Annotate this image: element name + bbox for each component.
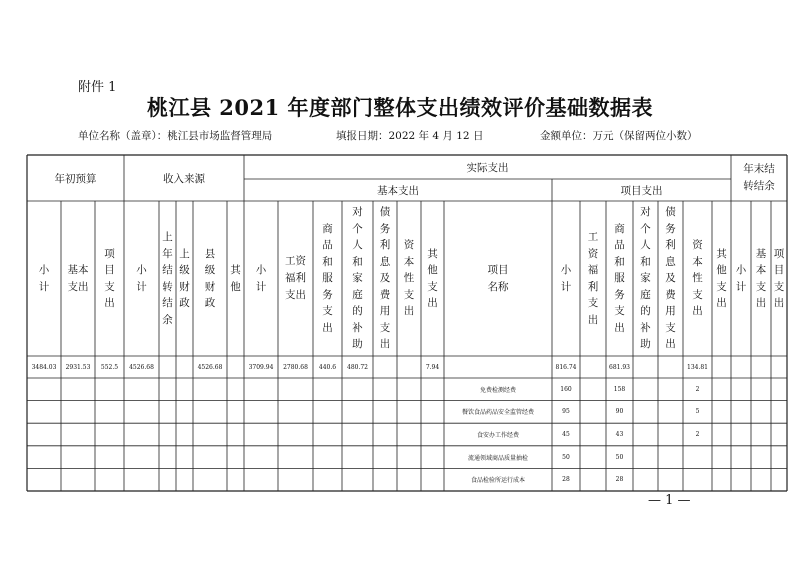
header-initial-budget [27,155,124,201]
project-row-4-name [444,446,552,469]
column-header-basic-capital-text: 资本性支出 [403,239,415,318]
project-row-3-goods-text: 43 [615,430,624,438]
totals-project-subtotal-text: 816.74 [555,363,577,371]
column-header-project-subtotal [552,201,580,356]
totals-basic-wages [278,356,313,378]
project-row-3-subtotal [552,423,580,446]
column-header-project-wages [580,201,606,356]
totals-budget-project [95,356,124,378]
project-row-3-name-text: 食安办工作经费 [476,431,519,439]
project-row-4-subtotal-text: 50 [562,453,570,461]
column-header-income-prev-year-text: 上年结转结余 [162,231,173,326]
totals-project-goods-text: 681.93 [609,363,630,371]
column-header-income-other [227,201,244,356]
project-row-2-capital [683,401,712,424]
column-header-project-debt [658,201,683,356]
header-income-source [124,155,244,201]
totals-basic-personal [342,356,373,378]
project-row-5-subtotal-text: 28 [562,476,570,484]
project-row-3-capital-text: 2 [695,430,700,438]
project-row-2-name-text: 餐饮食品药品安全监管经费 [461,409,534,417]
column-header-budget-project-text: 项目支出 [104,247,115,309]
column-header-balance-basic [751,201,771,356]
column-header-income-subtotal [124,201,159,356]
column-header-balance-project-text: 项目支出 [773,247,785,309]
project-row-3-goods [606,423,633,446]
project-row-2-goods [606,401,633,424]
header-year-end-balance [731,155,787,201]
column-header-project-capital-text: 资本性支出 [692,239,703,318]
column-header-income-other-text: 其他 [230,264,241,293]
totals-project-capital [683,356,712,378]
header-actual-expense-text: 实际支出 [466,161,509,174]
column-header-income-county-finance [193,201,227,356]
unit-name: 单位名称（盖章）：桃江县市场监督管理局 [78,130,273,142]
project-row-1-capital [683,378,712,401]
project-row-4-name-text: 流通领域商品质量抽检 [467,454,528,462]
totals-basic-goods [313,356,342,378]
totals-budget-subtotal-text: 3484.03 [31,363,57,371]
column-header-budget-basic [61,201,95,356]
column-header-project-personal-text: 对个人和家庭的补助 [640,206,651,351]
totals-budget-basic [61,356,95,378]
attachment-label: 附件 1 [78,80,117,95]
totals-project-capital-text: 134.81 [687,363,708,371]
column-header-basic-goods-text: 商品和服务支出 [322,222,333,334]
column-header-income-upper-finance-text: 上级财政 [179,247,190,309]
project-row-1-name-text: 免费检测经费 [479,386,516,394]
header-basic-expense-text: 基本支出 [377,184,419,197]
totals-income-subtotal [124,356,159,378]
column-header-basic-subtotal [244,201,278,356]
totals-basic-subtotal-text: 3709.94 [248,363,274,371]
column-header-balance-project [771,201,787,356]
project-row-1-subtotal-text: 160 [560,385,572,393]
totals-income-county-finance [193,356,227,378]
column-header-balance-subtotal [731,201,751,356]
project-row-5-goods [606,468,633,491]
totals-budget-subtotal [27,356,61,378]
project-row-2-subtotal [552,401,580,424]
project-row-4-goods-text: 50 [615,453,624,461]
column-header-budget-project [95,201,124,356]
project-row-1-name [444,378,552,401]
fill-date: 填报日期：2022 年 4 月 12 日 [336,130,484,142]
project-row-5-subtotal [552,468,580,491]
totals-basic-other [421,356,444,378]
project-row-4-goods [606,446,633,469]
column-header-project-wages-text: 工资福利支出 [587,231,599,326]
column-header-basic-capital [397,201,421,356]
project-row-5-name-text: 食品检验所运行成本 [470,477,525,485]
header-income-source-text: 收入来源 [163,172,205,185]
currency-note: 金额单位：万元（保留两位小数） [540,130,698,142]
column-header-project-personal [633,201,658,356]
project-row-2-goods-text: 90 [615,408,624,416]
column-header-balance-subtotal-text: 小计 [735,264,747,293]
project-row-4-subtotal [552,446,580,469]
column-header-project-other [712,201,731,356]
column-header-basic-wages [278,201,313,356]
totals-basic-personal-text: 480.72 [347,363,368,371]
column-header-basic-subtotal-text: 小计 [255,264,267,293]
project-row-1-subtotal [552,378,580,401]
column-header-basic-debt-text: 债务利息及费用支出 [379,206,391,351]
column-header-basic-personal [342,201,373,356]
totals-budget-project-text: 552.5 [100,363,119,371]
column-header-basic-goods [313,201,342,356]
totals-project-subtotal [552,356,580,378]
header-actual-expense [244,155,731,179]
totals-basic-goods-text: 440.6 [318,363,337,371]
column-header-income-subtotal-text: 小计 [136,264,147,293]
column-header-basic-personal-text: 对个人和家庭的补助 [352,206,363,351]
project-row-1-capital-text: 2 [695,385,700,393]
totals-income-subtotal-text: 4526.68 [129,363,154,371]
column-header-balance-basic-text: 基本支出 [755,247,767,309]
column-header-project-goods-text: 商品和服务支出 [614,222,625,334]
column-header-budget-subtotal [27,201,61,356]
column-header-project-subtotal-text: 小计 [560,264,572,293]
project-row-2-name [444,401,552,424]
column-header-basic-wages-text: 工资福利支出 [285,255,306,301]
header-basic-expense [244,179,552,201]
column-header-budget-basic-text: 基本支出 [67,263,89,293]
project-row-2-capital-text: 5 [695,408,700,416]
project-row-3-name [444,423,552,446]
column-header-basic-debt [373,201,397,356]
header-project-expense [552,179,731,201]
project-row-1-goods [606,378,633,401]
totals-income-county-finance-text: 4526.68 [197,363,223,371]
project-row-5-name [444,468,552,491]
column-header-project-capital [683,201,712,356]
totals-basic-wages-text: 2780.68 [283,363,308,371]
project-row-1-goods-text: 158 [613,385,626,393]
column-header-income-upper-finance [176,201,193,356]
project-row-5-goods-text: 28 [615,476,624,484]
column-header-project-other-text: 其他支出 [716,247,727,309]
header-initial-budget-text: 年初预算 [54,172,97,185]
header-year-end-balance-text: 年末结转结余 [743,163,775,192]
column-header-project-name-text: 项目名称 [487,263,509,293]
header-project-expense-text: 项目支出 [620,184,663,197]
project-row-2-subtotal-text: 95 [562,408,570,416]
column-header-project-debt-text: 债务利息及费用支出 [665,206,676,351]
project-row-3-capital [683,423,712,446]
document-title: 桃江县 2021 年度部门整体支出绩效评价基础数据表 [146,95,654,120]
totals-budget-basic-text: 2931.53 [65,363,91,371]
column-header-budget-subtotal-text: 小计 [38,264,50,293]
column-header-basic-other [421,201,444,356]
totals-project-goods [606,356,633,378]
page-number: — 1 — [648,493,691,508]
column-header-income-county-finance-text: 县级财政 [204,247,216,309]
column-header-project-goods [606,201,633,356]
column-header-basic-other-text: 其他支出 [427,247,438,309]
totals-basic-other-text: 7.94 [425,363,440,371]
project-row-3-subtotal-text: 45 [562,430,570,438]
totals-basic-subtotal [244,356,278,378]
column-header-project-name [444,201,552,356]
column-header-income-prev-year [159,201,176,356]
